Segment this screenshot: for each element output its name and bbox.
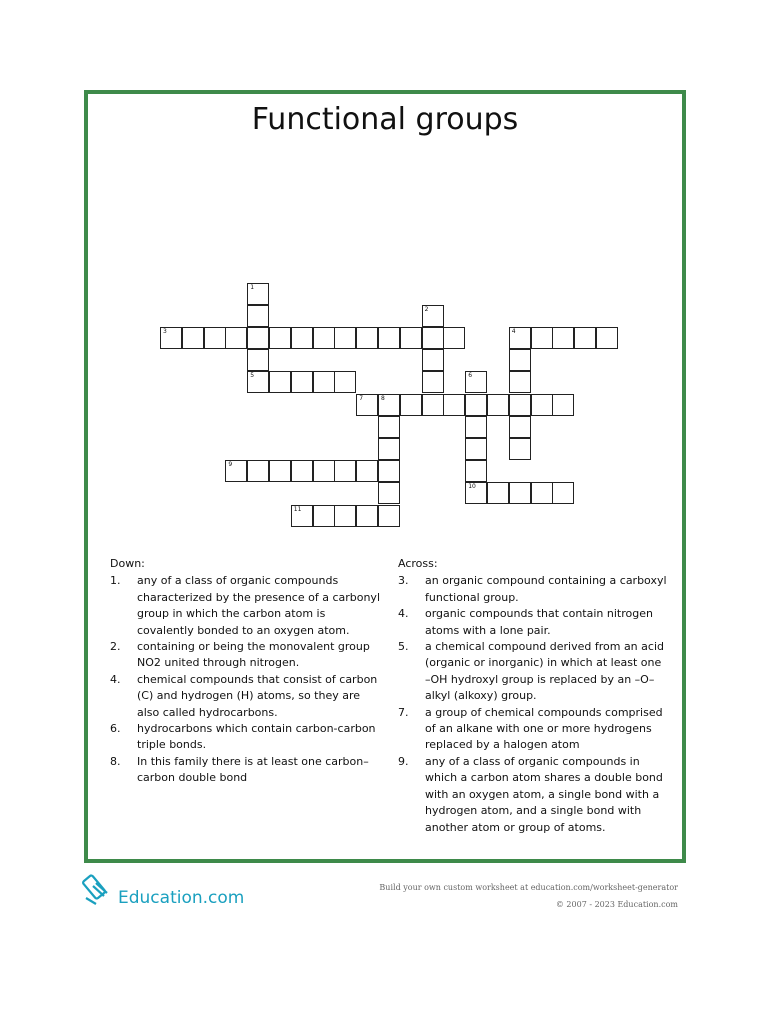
crossword-cell[interactable] [531,327,553,349]
across-clue [398,705,668,754]
down-clue [110,573,380,639]
crossword-cell[interactable] [596,327,618,349]
crossword-cell[interactable] [509,327,531,349]
crossword-cell[interactable] [378,416,400,438]
footer-build-text[interactable]: Build your own custom worksheet at education.com/worksheet-generator [379,883,678,892]
crossword-cell[interactable] [509,371,531,393]
down-heading: Down: [110,557,145,570]
crossword-cell[interactable] [422,305,444,327]
clue-text: a chemical compound derived from an acid (organic or inorganic) in which at least one –OH hydroxyl group is replaced by an –O–alkyl (alkoxy) group. [425,640,664,703]
crossword-cell[interactable] [443,327,465,349]
crossword-cell[interactable] [334,505,356,527]
clue-text: hydrocarbons which contain carbon-carbon triple bonds. [137,722,376,752]
crossword-cell[interactable] [400,327,422,349]
worksheet-frame [84,90,686,863]
crossword-cell[interactable] [313,327,335,349]
crossword-cell[interactable] [509,349,531,371]
crossword-cell[interactable] [313,460,335,482]
crossword-cell[interactable] [334,460,356,482]
crossword-cell[interactable] [291,460,313,482]
crossword-cell[interactable] [531,394,553,416]
cell-number: 7 [359,394,364,402]
cell-number: 2 [424,305,429,313]
clue-text: an organic compound containing a carboxyl functional group. [425,574,667,604]
crossword-cell[interactable] [313,371,335,393]
crossword-cell[interactable] [422,327,444,349]
crossword-cell[interactable] [574,327,596,349]
education-logo-icon [82,872,116,906]
crossword-cell[interactable] [422,349,444,371]
crossword-cell[interactable] [225,460,247,482]
cell-number: 1 [250,283,255,291]
crossword-cell[interactable] [443,394,465,416]
cell-number: 10 [468,483,476,491]
crossword-cell[interactable] [531,482,553,504]
cell-number: 9 [228,461,233,469]
crossword-cell[interactable] [334,371,356,393]
across-clue [398,606,668,639]
crossword-cell[interactable] [509,394,531,416]
crossword-cell[interactable] [378,327,400,349]
cell-number: 4 [511,328,516,335]
crossword-cell[interactable] [313,505,335,527]
crossword-cell[interactable] [378,482,400,504]
cell-number: 6 [468,372,473,380]
crossword-cell[interactable] [465,438,487,460]
crossword-cell[interactable] [356,460,378,482]
crossword-cell[interactable] [378,505,400,527]
clue-number: 1. [110,574,121,588]
crossword-cell[interactable] [269,371,291,393]
crossword-cell[interactable] [334,327,356,349]
clue-number: 3. [398,574,409,588]
crossword-cell[interactable] [400,394,422,416]
crossword-cell[interactable] [509,438,531,460]
clue-text: In this family there is at least one carbon–carbon double bond [137,754,369,785]
crossword-cell[interactable] [509,416,531,438]
down-clue [110,639,380,672]
crossword-cell[interactable] [269,327,291,349]
cell-number: 11 [293,505,302,513]
clue-number: 7. [398,705,409,719]
crossword-cell[interactable] [247,305,269,327]
crossword-cell[interactable] [422,394,444,416]
clue-number: 8. [110,754,121,768]
cell-number: 8 [381,394,385,402]
crossword-cell[interactable] [225,327,247,349]
crossword-cell[interactable] [160,327,182,349]
education-logo-text: Education.com [118,888,245,908]
crossword-cell[interactable] [378,438,400,460]
crossword-cell[interactable] [247,283,269,305]
across-clue [398,754,668,836]
clue-number: 4. [110,672,121,686]
down-clues [110,556,380,787]
education-logo[interactable] [82,870,244,908]
crossword-cell[interactable] [422,371,444,393]
clue-text: any of a class of organic compounds characterized by the presence of a carbonyl group in which the carbon atom is covalently bonded to an oxygen atom. [137,574,380,637]
crossword-cell[interactable] [247,371,269,393]
crossword-cell[interactable] [291,505,313,527]
across-clue [398,639,668,705]
crossword-cell[interactable] [182,327,204,349]
crossword-cell[interactable] [356,394,378,416]
cell-number: 3 [163,328,167,335]
crossword-cell[interactable] [465,482,487,504]
cell-number: 5 [250,372,255,380]
clue-text: a group of chemical compounds comprised of an alkane with one or more hydrogens replaced by a halogen atom [425,705,663,752]
crossword-cell[interactable] [552,394,574,416]
crossword-cell[interactable] [552,327,574,349]
clue-number: 2. [110,640,121,654]
crossword-cell[interactable] [465,394,487,416]
down-clue [110,721,380,754]
footer-copyright: © 2007 - 2023 Education.com [555,900,678,909]
crossword-cell[interactable] [291,371,313,393]
crossword-cell[interactable] [378,460,400,482]
down-clue [110,754,380,787]
crossword-cell[interactable] [378,394,400,416]
clue-text: organic compounds that contain nitrogen atoms with a lone pair. [425,607,653,637]
down-clue [110,672,380,721]
across-clues [398,556,668,836]
crossword-cell[interactable] [247,460,269,482]
worksheet-title: Functional groups [251,102,519,137]
clue-number: 6. [110,722,121,736]
crossword-cell[interactable] [465,371,487,393]
crossword-cell[interactable] [509,482,531,504]
across-heading: Across: [398,557,438,570]
crossword-cell[interactable] [465,416,487,438]
crossword-cell[interactable] [552,482,574,504]
clue-text: chemical compounds that consist of carbon (C) and hydrogen (H) atoms, so they are also called hydrocarbons. [137,672,378,719]
crossword-cell[interactable] [247,349,269,371]
crossword-cell[interactable] [356,505,378,527]
clue-text: any of a class of organic compounds in which a carbon atom shares a double bond with an oxygen atom, a single bond with a hydrogen atom, and a single bond with another atom or group of atoms. [425,754,663,834]
crossword-cell[interactable] [487,482,509,504]
crossword-cell[interactable] [247,327,269,349]
clue-text: containing or being the monovalent group NO2 united through nitrogen. [137,640,370,670]
clue-number: 4. [398,607,409,621]
crossword-cell[interactable] [269,460,291,482]
clue-number: 9. [398,754,409,768]
across-clue [398,573,668,606]
crossword-cell[interactable] [465,460,487,482]
crossword-cell[interactable] [204,327,226,349]
crossword-cell[interactable] [291,327,313,349]
crossword-cell[interactable] [356,327,378,349]
crossword-cell[interactable] [487,394,509,416]
clue-number: 5. [398,640,409,654]
